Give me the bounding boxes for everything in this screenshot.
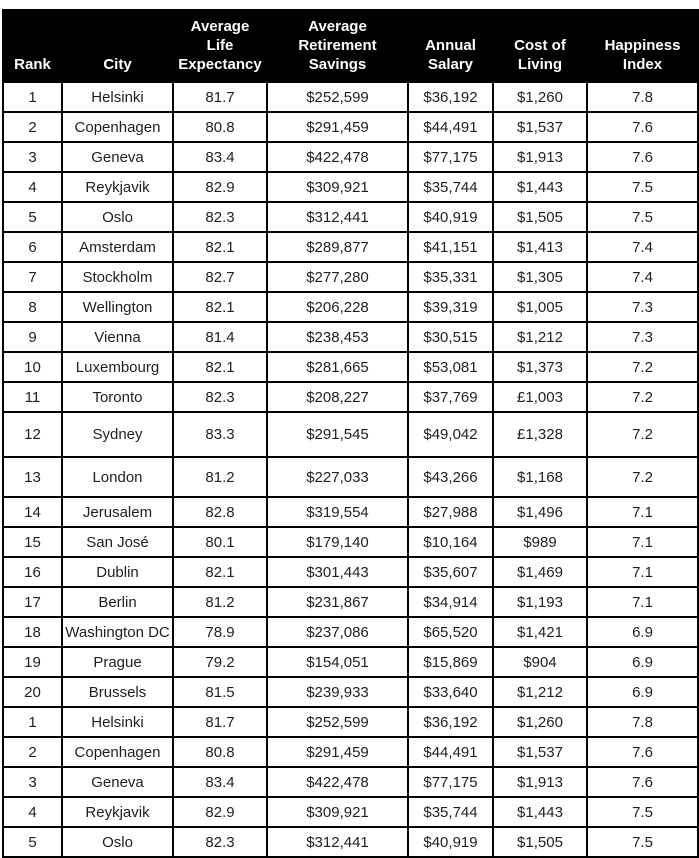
cell-retirement-savings: $227,033: [267, 457, 408, 497]
cell-city: Helsinki: [62, 707, 173, 737]
header-row: [3, 10, 698, 82]
cell-annual-salary: $77,175: [408, 767, 493, 797]
table-row: [3, 617, 698, 647]
table-row: [3, 677, 698, 707]
cell-happiness-index: 7.1: [587, 557, 698, 587]
cell-retirement-savings: $291,459: [267, 737, 408, 767]
cell-annual-salary: $35,607: [408, 557, 493, 587]
cell-happiness-index: 7.6: [587, 737, 698, 767]
cell-life-expectancy: 82.3: [173, 202, 267, 232]
cell-annual-salary: $35,744: [408, 797, 493, 827]
cell-retirement-savings: $289,877: [267, 232, 408, 262]
cell-happiness-index: 6.9: [587, 677, 698, 707]
cell-city: Jerusalem: [62, 497, 173, 527]
cell-cost-of-living: $1,537: [493, 737, 587, 767]
cell-happiness-index: 7.3: [587, 322, 698, 352]
cell-rank: 10: [3, 352, 62, 382]
cell-annual-salary: $44,491: [408, 112, 493, 142]
cell-cost-of-living: $1,469: [493, 557, 587, 587]
cell-cost-of-living: $1,005: [493, 292, 587, 322]
cell-retirement-savings: $238,453: [267, 322, 408, 352]
column-header-annual-salary: Annual Salary: [408, 10, 493, 82]
cell-annual-salary: $49,042: [408, 412, 493, 457]
cell-annual-salary: $35,331: [408, 262, 493, 292]
cell-rank: 17: [3, 587, 62, 617]
table-row: [3, 172, 698, 202]
cell-rank: 3: [3, 142, 62, 172]
cell-happiness-index: 7.1: [587, 527, 698, 557]
cell-happiness-index: 7.2: [587, 382, 698, 412]
cell-happiness-index: 7.5: [587, 827, 698, 857]
cell-life-expectancy: 82.1: [173, 292, 267, 322]
table-row: [3, 767, 698, 797]
cell-retirement-savings: $319,554: [267, 497, 408, 527]
cell-retirement-savings: $291,545: [267, 412, 408, 457]
cell-retirement-savings: $301,443: [267, 557, 408, 587]
cell-cost-of-living: $1,260: [493, 82, 587, 112]
cell-life-expectancy: 78.9: [173, 617, 267, 647]
cell-rank: 19: [3, 647, 62, 677]
cell-life-expectancy: 82.1: [173, 232, 267, 262]
cell-cost-of-living: $1,505: [493, 827, 587, 857]
cell-life-expectancy: 83.4: [173, 142, 267, 172]
cell-rank: 9: [3, 322, 62, 352]
table-row: [3, 827, 698, 857]
cell-cost-of-living: $1,505: [493, 202, 587, 232]
cell-rank: 13: [3, 457, 62, 497]
cell-city: Luxembourg: [62, 352, 173, 382]
cell-annual-salary: $41,151: [408, 232, 493, 262]
cell-retirement-savings: $208,227: [267, 382, 408, 412]
cell-rank: 3: [3, 767, 62, 797]
cell-cost-of-living: $1,212: [493, 322, 587, 352]
cell-annual-salary: $27,988: [408, 497, 493, 527]
cell-city: Copenhagen: [62, 112, 173, 142]
table-row: [3, 322, 698, 352]
cell-happiness-index: 7.8: [587, 82, 698, 112]
cell-happiness-index: 7.5: [587, 172, 698, 202]
table-row: [3, 587, 698, 617]
table-row: [3, 737, 698, 767]
cell-city: Washington DC: [62, 617, 173, 647]
cell-happiness-index: 6.9: [587, 647, 698, 677]
column-header-rank: Rank: [3, 10, 62, 82]
cell-life-expectancy: 82.8: [173, 497, 267, 527]
cell-city: Amsterdam: [62, 232, 173, 262]
table-row: [3, 82, 698, 112]
cell-city: Berlin: [62, 587, 173, 617]
cell-rank: 8: [3, 292, 62, 322]
cell-city: Sydney: [62, 412, 173, 457]
table-row: [3, 457, 698, 497]
cell-life-expectancy: 81.5: [173, 677, 267, 707]
cell-rank: 2: [3, 737, 62, 767]
cell-life-expectancy: 81.7: [173, 707, 267, 737]
cell-rank: 12: [3, 412, 62, 457]
cell-cost-of-living: $1,537: [493, 112, 587, 142]
cell-life-expectancy: 82.1: [173, 352, 267, 382]
column-header-city: City: [62, 10, 173, 82]
cell-happiness-index: 7.3: [587, 292, 698, 322]
cell-happiness-index: 6.9: [587, 617, 698, 647]
table-row: [3, 557, 698, 587]
cell-cost-of-living: $1,913: [493, 142, 587, 172]
cell-retirement-savings: $312,441: [267, 827, 408, 857]
cell-city: Oslo: [62, 827, 173, 857]
cell-annual-salary: $36,192: [408, 82, 493, 112]
cell-life-expectancy: 81.4: [173, 322, 267, 352]
cell-cost-of-living: $1,260: [493, 707, 587, 737]
cell-annual-salary: $37,769: [408, 382, 493, 412]
cell-city: Geneva: [62, 142, 173, 172]
cell-annual-salary: $33,640: [408, 677, 493, 707]
cell-life-expectancy: 82.1: [173, 557, 267, 587]
cell-happiness-index: 7.5: [587, 202, 698, 232]
cell-retirement-savings: $422,478: [267, 142, 408, 172]
cell-annual-salary: $44,491: [408, 737, 493, 767]
cell-city: Stockholm: [62, 262, 173, 292]
cell-happiness-index: 7.8: [587, 707, 698, 737]
cell-retirement-savings: $231,867: [267, 587, 408, 617]
cell-city: Prague: [62, 647, 173, 677]
cell-annual-salary: $15,869: [408, 647, 493, 677]
cell-retirement-savings: $291,459: [267, 112, 408, 142]
cell-life-expectancy: 82.9: [173, 797, 267, 827]
cell-cost-of-living: $1,443: [493, 797, 587, 827]
cell-happiness-index: 7.2: [587, 457, 698, 497]
cell-rank: 1: [3, 707, 62, 737]
cell-life-expectancy: 80.8: [173, 737, 267, 767]
cell-happiness-index: 7.4: [587, 232, 698, 262]
cell-life-expectancy: 82.3: [173, 827, 267, 857]
table-row: [3, 202, 698, 232]
cell-cost-of-living: $1,913: [493, 767, 587, 797]
cell-happiness-index: 7.6: [587, 767, 698, 797]
cell-cost-of-living: $1,305: [493, 262, 587, 292]
cell-cost-of-living: $1,212: [493, 677, 587, 707]
cell-retirement-savings: $277,280: [267, 262, 408, 292]
column-header-life-expectancy: Average Life Expectancy: [173, 10, 267, 82]
cell-life-expectancy: 82.7: [173, 262, 267, 292]
cell-cost-of-living: $1,373: [493, 352, 587, 382]
cell-rank: 16: [3, 557, 62, 587]
cell-annual-salary: $43,266: [408, 457, 493, 497]
cell-rank: 5: [3, 827, 62, 857]
cell-happiness-index: 7.1: [587, 587, 698, 617]
cell-rank: 15: [3, 527, 62, 557]
cell-city: Helsinki: [62, 82, 173, 112]
cell-cost-of-living: $1,193: [493, 587, 587, 617]
cell-city: Brussels: [62, 677, 173, 707]
cell-retirement-savings: $252,599: [267, 82, 408, 112]
cell-cost-of-living: $1,443: [493, 172, 587, 202]
cell-annual-salary: $40,919: [408, 827, 493, 857]
cell-annual-salary: $30,515: [408, 322, 493, 352]
table-row: [3, 382, 698, 412]
cell-cost-of-living: $989: [493, 527, 587, 557]
column-header-cost-of-living: Cost of Living: [493, 10, 587, 82]
cell-annual-salary: $34,914: [408, 587, 493, 617]
cell-rank: 6: [3, 232, 62, 262]
cell-retirement-savings: $252,599: [267, 707, 408, 737]
cell-cost-of-living: $1,168: [493, 457, 587, 497]
cell-city: Wellington: [62, 292, 173, 322]
cell-rank: 14: [3, 497, 62, 527]
table-row: [3, 142, 698, 172]
cell-annual-salary: $10,164: [408, 527, 493, 557]
cell-retirement-savings: $312,441: [267, 202, 408, 232]
column-header-happiness-index: Happiness Index: [587, 10, 698, 82]
table-row: [3, 112, 698, 142]
cell-cost-of-living: $904: [493, 647, 587, 677]
cell-rank: 20: [3, 677, 62, 707]
table-row: [3, 352, 698, 382]
cell-cost-of-living: $1,496: [493, 497, 587, 527]
cell-city: Geneva: [62, 767, 173, 797]
cell-cost-of-living: $1,421: [493, 617, 587, 647]
cell-annual-salary: $40,919: [408, 202, 493, 232]
cell-city: Toronto: [62, 382, 173, 412]
cell-life-expectancy: 80.8: [173, 112, 267, 142]
cell-happiness-index: 7.2: [587, 352, 698, 382]
cell-cost-of-living: £1,003: [493, 382, 587, 412]
table-row: [3, 527, 698, 557]
table-row: [3, 412, 698, 457]
cell-annual-salary: $36,192: [408, 707, 493, 737]
city-rankings-table: [2, 9, 699, 858]
cell-city: Oslo: [62, 202, 173, 232]
cell-cost-of-living: £1,328: [493, 412, 587, 457]
cell-happiness-index: 7.6: [587, 142, 698, 172]
cell-retirement-savings: $179,140: [267, 527, 408, 557]
cell-retirement-savings: $154,051: [267, 647, 408, 677]
table-row: [3, 647, 698, 677]
cell-rank: 2: [3, 112, 62, 142]
cell-life-expectancy: 79.2: [173, 647, 267, 677]
cell-city: Reykjavik: [62, 797, 173, 827]
cell-city: Copenhagen: [62, 737, 173, 767]
cell-life-expectancy: 81.7: [173, 82, 267, 112]
table-row: [3, 797, 698, 827]
cell-city: Reykjavik: [62, 172, 173, 202]
cell-life-expectancy: 83.4: [173, 767, 267, 797]
cell-retirement-savings: $239,933: [267, 677, 408, 707]
cell-retirement-savings: $237,086: [267, 617, 408, 647]
table-body: [3, 82, 698, 857]
cell-retirement-savings: $422,478: [267, 767, 408, 797]
cell-life-expectancy: 81.2: [173, 457, 267, 497]
table-row: [3, 232, 698, 262]
cell-city: San José: [62, 527, 173, 557]
table-row: [3, 292, 698, 322]
table-row: [3, 497, 698, 527]
cell-life-expectancy: 80.1: [173, 527, 267, 557]
cell-annual-salary: $35,744: [408, 172, 493, 202]
cell-life-expectancy: 82.9: [173, 172, 267, 202]
cell-happiness-index: 7.2: [587, 412, 698, 457]
cell-annual-salary: $39,319: [408, 292, 493, 322]
cell-rank: 11: [3, 382, 62, 412]
cell-retirement-savings: $309,921: [267, 797, 408, 827]
cell-rank: 5: [3, 202, 62, 232]
cell-happiness-index: 7.6: [587, 112, 698, 142]
cell-happiness-index: 7.4: [587, 262, 698, 292]
cell-city: Dublin: [62, 557, 173, 587]
cell-happiness-index: 7.1: [587, 497, 698, 527]
cell-life-expectancy: 81.2: [173, 587, 267, 617]
cell-rank: 4: [3, 172, 62, 202]
cell-city: London: [62, 457, 173, 497]
cell-life-expectancy: 82.3: [173, 382, 267, 412]
column-header-retirement-savings: Average Retirement Savings: [267, 10, 408, 82]
cell-city: Vienna: [62, 322, 173, 352]
table-row: [3, 707, 698, 737]
cell-annual-salary: $53,081: [408, 352, 493, 382]
cell-rank: 7: [3, 262, 62, 292]
cell-retirement-savings: $281,665: [267, 352, 408, 382]
cell-annual-salary: $77,175: [408, 142, 493, 172]
table-header: [3, 10, 698, 82]
cell-rank: 4: [3, 797, 62, 827]
cell-annual-salary: $65,520: [408, 617, 493, 647]
table-row: [3, 262, 698, 292]
cell-retirement-savings: $206,228: [267, 292, 408, 322]
cell-cost-of-living: $1,413: [493, 232, 587, 262]
cell-rank: 18: [3, 617, 62, 647]
cell-life-expectancy: 83.3: [173, 412, 267, 457]
cell-rank: 1: [3, 82, 62, 112]
cell-happiness-index: 7.5: [587, 797, 698, 827]
cell-retirement-savings: $309,921: [267, 172, 408, 202]
